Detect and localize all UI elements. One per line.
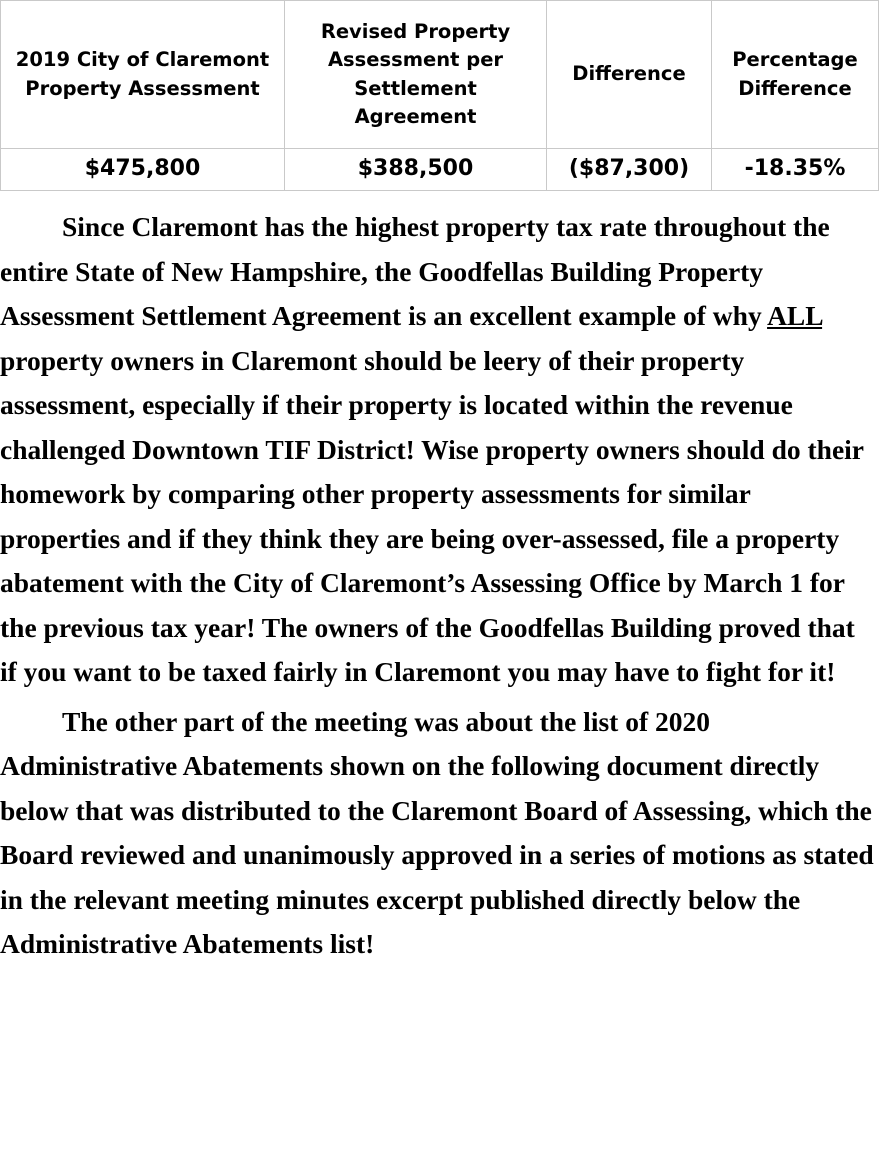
paragraph-two: The other part of the meeting was about the list of 2020 Administrative Abatements shown on the following document directly below that was distributed to the Claremont Board of Assessing, which the Board reviewed and unanimously approved in a series of motions as stated in the relevant meeting minutes excerpt published directly below the Administrative Abatements list! xyxy=(0,705,874,959)
table-header-row xyxy=(1,1,879,149)
table-row xyxy=(1,149,879,191)
cell-difference: ($87,300) xyxy=(547,149,712,191)
table-header xyxy=(1,1,879,149)
cell-revised-assessment: $388,500 xyxy=(285,149,547,191)
cell-percentage-difference: -18.35% xyxy=(712,149,879,191)
property-assessment-table xyxy=(0,0,879,191)
paragraph-one xyxy=(0,205,876,695)
article-body xyxy=(0,191,880,967)
paragraph-one-part-one: Since Claremont has the highest property tax rate throughout the entire State of New Hampshire, the Goodfellas Building Property Assessment Settlement Agreement is an excellent example of why xyxy=(0,211,830,331)
header-revised-assessment: Revised Property Assessment per Settlement Agreement xyxy=(285,1,547,149)
header-percentage-difference: Percentage Difference xyxy=(712,1,879,149)
table-body xyxy=(1,149,879,191)
cell-2019-assessment: $475,800 xyxy=(1,149,285,191)
paragraph-one-part-two: property owners in Claremont should be leery of their property assessment, especially if their property is located within the revenue challenged Downtown TIF District! Wise property owners should do their homework by comparing other property assessments for similar properties and if they think they are being over-assessed, file a property abatement with the City of Claremont’s Assessing Office by March 1 for the previous tax year! The owners of the Goodfellas Building proved that if you want to be taxed fairly in Claremont you may have to fight for it! xyxy=(0,344,864,687)
paragraph-one-emphasis: ALL xyxy=(767,300,823,331)
header-difference: Difference xyxy=(547,1,712,149)
header-2019-assessment: 2019 City of Claremont Property Assessment xyxy=(1,1,285,149)
